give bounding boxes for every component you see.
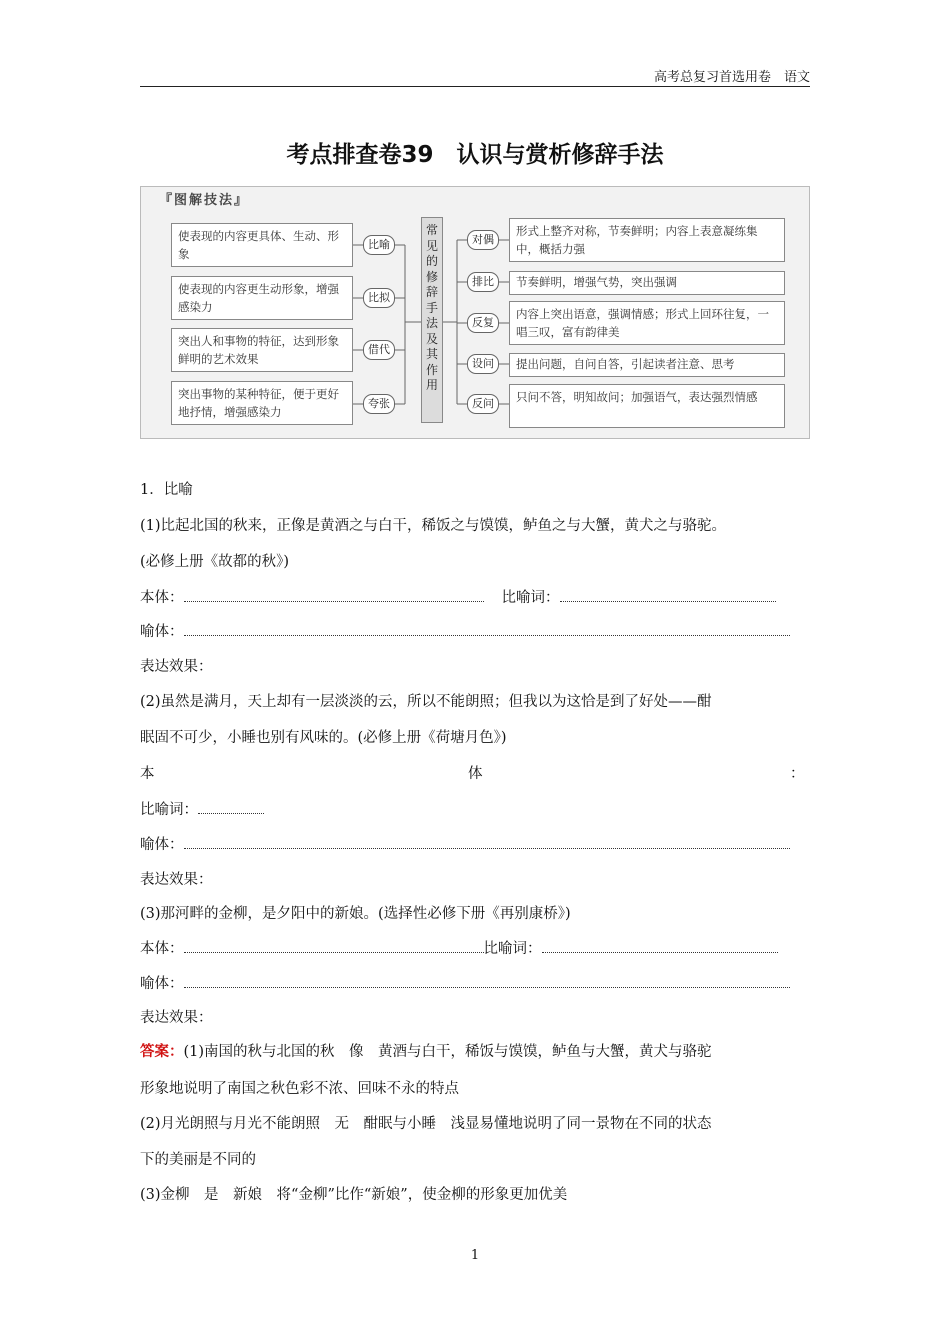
q1-benti-label: 本体： bbox=[140, 590, 184, 606]
q2-ti: 体 bbox=[468, 766, 483, 782]
q2-benti-row bbox=[140, 762, 805, 783]
page-header bbox=[140, 66, 810, 87]
q3-biyuci-label: 比喻词： bbox=[483, 941, 542, 957]
oval-fanfu: 反复 bbox=[467, 313, 499, 333]
q3-yuti-blank[interactable] bbox=[184, 986, 790, 988]
q1-yuti-label: 喻体： bbox=[140, 624, 184, 640]
rhetoric-diagram bbox=[140, 186, 810, 439]
q1-biyuci-label: 比喻词： bbox=[501, 590, 560, 606]
left-desc-3: 突出人和事物的特征，达到形象鲜明的艺术效果 bbox=[171, 328, 353, 372]
oval-bini: 比拟 bbox=[363, 288, 395, 308]
q1-yuti-blank[interactable] bbox=[184, 634, 790, 636]
oval-paibi: 排比 bbox=[467, 272, 499, 292]
oval-jiedai: 借代 bbox=[363, 340, 395, 360]
right-desc-2: 节奏鲜明，增强气势，突出强调 bbox=[509, 271, 785, 295]
q2-yuti-label: 喻体： bbox=[140, 837, 184, 853]
q2-yuti-row bbox=[140, 833, 790, 854]
q3-yuti-row bbox=[140, 972, 790, 993]
oval-fanwen: 反问 bbox=[467, 394, 499, 414]
answer-a3-line1: (3)金柳 是 新娘 将“金柳”比作“新娘”，使金柳的形象更加优美 bbox=[140, 1187, 568, 1203]
q2-biyuci-row bbox=[140, 798, 264, 819]
answer-a1-line1: (1)南国的秋与北国的秋 像 黄酒与白干，稀饭与馍馍，鲈鱼与大蟹，黄犬与骆驼 bbox=[183, 1044, 712, 1060]
oval-kuazhang: 夸张 bbox=[363, 394, 395, 414]
section-heading: 1．比喻 bbox=[140, 482, 193, 498]
q2-line1: (2)虽然是满月，天上却有一层淡淡的云，所以不能朗照；但我以为这恰是到了好处——酣 bbox=[140, 694, 712, 710]
q1-effect-label: 表达效果： bbox=[140, 659, 213, 675]
oval-duiou: 对偶 bbox=[467, 230, 499, 250]
left-desc-4: 突出事物的某种特征，便于更好地抒情，增强感染力 bbox=[171, 381, 353, 425]
q1-benti-row bbox=[140, 586, 776, 607]
q2-yuti-blank[interactable] bbox=[184, 847, 790, 849]
q1-yuti-row bbox=[140, 620, 790, 641]
q3-benti-blank[interactable] bbox=[184, 951, 484, 953]
q1-line2: (必修上册《故都的秋》) bbox=[140, 554, 290, 570]
q3-yuti-label: 喻体： bbox=[140, 976, 184, 992]
right-desc-1: 形式上整齐对称，节奏鲜明；内容上表意凝练集中，概括力强 bbox=[509, 218, 785, 262]
answer-a2-line1: (2)月光朗照与月光不能朗照 无 酣眠与小睡 浅显易懂地说明了同一景物在不同的状态 bbox=[140, 1116, 712, 1132]
header-text: 高考总复习首选用卷 语文 bbox=[653, 70, 810, 85]
q2-ben: 本 bbox=[140, 766, 155, 782]
q3-biyuci-blank[interactable] bbox=[542, 951, 778, 953]
diagram-tag: 『图解技法』 bbox=[159, 193, 250, 208]
q1-biyuci-blank[interactable] bbox=[560, 600, 776, 602]
left-desc-1: 使表现的内容更具体、生动、形象 bbox=[171, 223, 353, 267]
answer-label: 答案： bbox=[140, 1043, 184, 1060]
answer-line-1 bbox=[140, 1040, 712, 1061]
right-desc-5: 只问不答，明知故问；加强语气，表达强烈情感 bbox=[509, 384, 785, 428]
q3-line1: (3)那河畔的金柳，是夕阳中的新娘。(选择性必修下册《再别康桥》) bbox=[140, 906, 571, 922]
q3-benti-label: 本体： bbox=[140, 941, 184, 957]
answer-a2-line2: 下的美丽是不同的 bbox=[140, 1152, 256, 1168]
right-desc-3: 内容上突出语意，强调情感；形式上回环往复，一唱三叹，富有韵律美 bbox=[509, 301, 785, 345]
oval-biyu: 比喻 bbox=[363, 235, 395, 255]
q1-benti-blank[interactable] bbox=[184, 600, 484, 602]
q2-effect-label: 表达效果： bbox=[140, 872, 213, 888]
q2-colon: ： bbox=[790, 766, 805, 782]
right-desc-4: 提出问题，自问自答，引起读者注意、思考 bbox=[509, 353, 785, 377]
answer-a1-line2: 形象地说明了南国之秋色彩不浓、回味不永的特点 bbox=[140, 1081, 459, 1097]
q2-line2: 眠固不可少，小睡也别有风味的。(必修上册《荷塘月色》) bbox=[140, 730, 507, 746]
page-title: 考点排查卷39 认识与赏析修辞手法 bbox=[286, 142, 664, 168]
q2-biyuci-label: 比喻词： bbox=[140, 802, 198, 818]
q2-biyuci-blank[interactable] bbox=[198, 812, 264, 814]
left-desc-2: 使表现的内容更生动形象，增强感染力 bbox=[171, 276, 353, 320]
q3-benti-row bbox=[140, 937, 778, 958]
q3-effect-label: 表达效果： bbox=[140, 1010, 213, 1026]
diagram-center-title: 常见的修辞手法及其作用 bbox=[421, 217, 443, 423]
oval-shewen: 设问 bbox=[467, 354, 499, 374]
page-number: 1 bbox=[470, 1248, 480, 1263]
q1-line1: (1)比起北国的秋来，正像是黄酒之与白干，稀饭之与馍馍，鲈鱼之与大蟹，黄犬之与骆驼。 bbox=[140, 518, 727, 534]
